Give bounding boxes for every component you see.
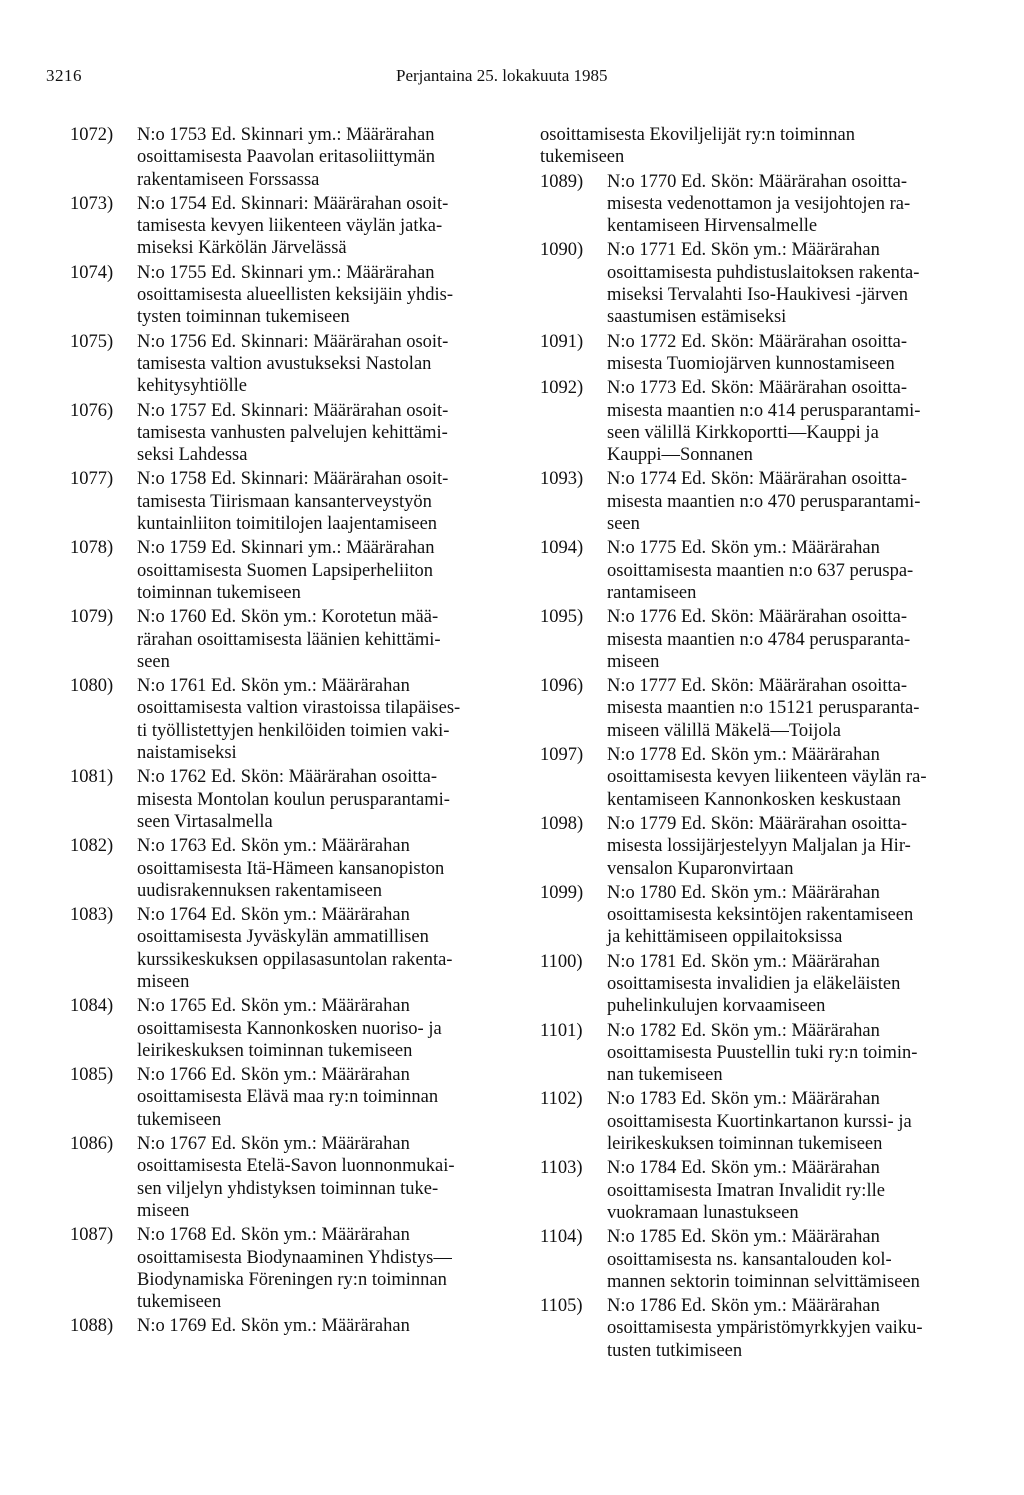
list-item [70,331,516,398]
entry-text: N:o 1760 Ed. Skön ym.: Korotetun mää- rärahan osoittamisesta läänien kehittämi- seen [137,607,441,672]
entry-number: 1090) [540,240,584,261]
list-item [70,766,516,833]
entry-text: N:o 1783 Ed. Skön ym.: Määrärahan osoittamisesta Kuortinkartanon kurssi- ja leirikeskuksen toiminnan tukemiseen [607,1089,912,1155]
list-item [70,468,516,535]
entry-text: N:o 1770 Ed. Skön: Määrärahan osoitta- misesta vedenottamon ja vesijohtojen ra- kentamiseen Hirvensalmelle [607,171,911,237]
page-header [0,66,1024,90]
list-item [70,995,516,1062]
list-item [70,1133,516,1222]
entry-number: 1080) [70,676,114,697]
entry-text: N:o 1767 Ed. Skön ym.: Määrärahan osoittamisesta Etelä-Savon luonnonmukai- sen viljelyn yhdistyksen toiminnan tuke- miseen [137,1134,455,1221]
entry-text: N:o 1781 Ed. Skön ym.: Määrärahan osoittamisesta invalidien ja eläkeläisten puhelinkulujen korvaamiseen [607,951,901,1017]
entry-number: 1104) [540,1227,583,1248]
entry-text: N:o 1765 Ed. Skön ym.: Määrärahan osoittamisesta Kannonkosken nuoriso- ja leirikeskuksen toiminnan tukemiseen [137,996,442,1061]
list-item [540,951,985,1018]
entry-number: 1072) [70,125,114,145]
entry-text: N:o 1759 Ed. Skinnari ym.: Määrärahan osoittamisesta Suomen Lapsiperheliiton toiminnan tukemiseen [137,538,435,603]
entry-number: 1088) [70,1316,114,1337]
entry-text: N:o 1774 Ed. Skön: Määrärahan osoitta- misesta maantien n:o 470 perusparantami- seen [607,469,921,535]
list-item [540,1295,985,1362]
entry-number: 1081) [70,767,114,788]
entry-number: 1089) [540,171,584,192]
list-item [540,171,985,238]
list-item [70,1315,516,1337]
entry-text: N:o 1766 Ed. Skön ym.: Määrärahan osoittamisesta Elävä maa ry:n toiminnan tukemiseen [137,1065,439,1130]
entry-text: N:o 1771 Ed. Skön ym.: Määrärahan osoittamisesta puhdistuslaitoksen rakenta- miseksi Tervalahti Iso-Haukivesi -järven saastumisen estämiseksi [607,240,920,328]
entry-number: 1079) [70,607,114,628]
entry-text: N:o 1777 Ed. Skön: Määrärahan osoitta- misesta maantien n:o 15121 perusparanta- miseen välillä Mäkelä—Toijola [607,676,920,741]
entry-number: 1098) [540,813,584,834]
left-column [70,124,516,1340]
entry-number: 1094) [540,538,584,559]
entry-number: 1091) [540,331,584,352]
entry-number: 1082) [70,836,114,857]
entry-number: 1084) [70,996,114,1017]
entry-number: 1101) [540,1020,583,1041]
entry-number: 1074) [70,262,114,283]
entry-text: N:o 1764 Ed. Skön ym.: Määrärahan osoittamisesta Jyväskylän ammatillisen kurssikeskuksen oppilasasuntolan rakenta- miseen [137,905,453,992]
entry-number: 1097) [540,745,584,766]
list-item [70,606,516,673]
continued-entry [540,124,985,169]
list-item [70,193,516,260]
list-item [540,813,985,880]
list-item [540,675,985,742]
entry-number: 1076) [70,400,114,421]
entry-number: 1102) [540,1089,583,1110]
list-item [70,1064,516,1131]
entry-number: 1105) [540,1296,583,1317]
entry-number: 1103) [540,1158,583,1179]
entry-number: 1099) [540,882,584,903]
right-column [540,124,985,1364]
entry-text: N:o 1757 Ed. Skinnari: Määrärahan osoit- tamisesta vanhusten palvelujen kehittämi- seksi Lahdessa [137,400,449,466]
list-item [540,606,985,673]
entry-text: N:o 1779 Ed. Skön: Määrärahan osoitta- misesta lossijärjestelyyn Maljalan ja Hir- vensalon Kuparonvirtaan [607,813,911,879]
list-item [70,400,516,467]
list-item [540,1157,985,1224]
list-item [540,1088,985,1155]
entry-text: N:o 1784 Ed. Skön ym.: Määrärahan osoittamisesta Imatran Invalidit ry:lle vuokramaan lunastukseen [607,1158,885,1223]
list-item [540,239,985,328]
entry-number: 1085) [70,1065,114,1086]
continued-entry-text: osoittamisesta Ekoviljelijät ry:n toiminnan tukemiseen [540,125,855,168]
entry-text: N:o 1758 Ed. Skinnari: Määrärahan osoit- tamisesta Tiirismaan kansanterveystyön kuntainliiton toimitilojen laajentamiseen [137,469,449,535]
entry-text: N:o 1755 Ed. Skinnari ym.: Määrärahan osoittamisesta alueellisten keksijäin yhdis- tysten toiminnan tukemiseen [137,262,453,328]
entry-text: N:o 1768 Ed. Skön ym.: Määrärahan osoittamisesta Biodynaaminen Yhdistys— Biodynamiska Föreningen ry:n toiminnan tukemiseen [137,1225,452,1313]
entry-number: 1092) [540,378,584,399]
entry-text: N:o 1772 Ed. Skön: Määrärahan osoitta- misesta Tuomiojärven kunnostamiseen [607,331,908,374]
entry-number: 1083) [70,905,114,926]
entry-number: 1075) [70,331,114,352]
entry-text: N:o 1782 Ed. Skön ym.: Määrärahan osoittamisesta Puustellin tuki ry:n toimin- nan tukemiseen [607,1020,918,1086]
entry-text: N:o 1769 Ed. Skön ym.: Määrärahan [137,1316,410,1337]
entry-number: 1095) [540,607,584,628]
list-item [70,1224,516,1313]
entry-text: N:o 1754 Ed. Skinnari: Määrärahan osoit- tamisesta kevyen liikenteen väylän jatka- miseksi Kärkölän Järvelässä [137,193,449,259]
entry-number: 1078) [70,538,114,559]
page-number: 3216 [46,66,82,85]
list-item [540,1226,985,1293]
entry-text: N:o 1763 Ed. Skön ym.: Määrärahan osoittamisesta Itä-Hämeen kansanopiston uudisrakennuksen rakentamiseen [137,836,445,901]
list-item [70,124,516,191]
entry-text: N:o 1756 Ed. Skinnari: Määrärahan osoit- tamisesta valtion avustukseksi Nastolan kehitysyhtiölle [137,331,449,397]
list-item [70,537,516,604]
list-item [540,331,985,376]
entry-text: N:o 1785 Ed. Skön ym.: Määrärahan osoittamisesta ns. kansantalouden kol- mannen sektorin toiminnan selvittämiseen [607,1227,920,1292]
entry-text: N:o 1762 Ed. Skön: Määrärahan osoitta- misesta Montolan koulun perusparantami- seen Virtasalmella [137,767,450,832]
entry-text: N:o 1753 Ed. Skinnari ym.: Määrärahan osoittamisesta Paavolan eritasoliittymän rakentamiseen Forssassa [137,125,435,190]
list-item [70,262,516,329]
entry-number: 1096) [540,676,584,697]
list-item [540,377,985,466]
entry-number: 1086) [70,1134,114,1155]
entry-text: N:o 1773 Ed. Skön: Määrärahan osoitta- misesta maantien n:o 414 perusparantami- seen välillä Kirkkoportti—Kauppi ja Kauppi—Sonnanen [607,378,921,466]
running-head: Perjantaina 25. lokakuuta 1985 [396,66,608,85]
entry-number: 1087) [70,1225,114,1246]
list-item [70,835,516,902]
list-item [540,882,985,949]
entry-text: N:o 1775 Ed. Skön ym.: Määrärahan osoittamisesta maantien n:o 637 peruspa- rantamiseen [607,538,914,603]
list-item [540,537,985,604]
entry-number: 1073) [70,193,114,214]
list-item [70,904,516,993]
list-item [540,744,985,811]
entry-text: N:o 1786 Ed. Skön ym.: Määrärahan osoittamisesta ympäristömyrkkyjen vaiku- tusten tutkimiseen [607,1296,923,1361]
list-item [70,675,516,764]
entry-text: N:o 1780 Ed. Skön ym.: Määrärahan osoittamisesta keksintöjen rakentamiseen ja kehittämiseen oppilaitoksissa [607,882,914,948]
entry-number: 1077) [70,469,114,490]
entry-text: N:o 1776 Ed. Skön: Määrärahan osoitta- misesta maantien n:o 4784 perusparanta- miseen [607,607,911,672]
list-item [540,468,985,535]
entry-number: 1100) [540,951,583,972]
entry-number: 1093) [540,469,584,490]
entry-text: N:o 1778 Ed. Skön ym.: Määrärahan osoittamisesta kevyen liikenteen väylän ra- kentamiseen Kannonkosken keskustaan [607,745,927,810]
list-item [540,1020,985,1087]
entry-text: N:o 1761 Ed. Skön ym.: Määrärahan osoittamisesta valtion virastoissa tilapäises- ti työllistettyjen henkilöiden toimien vaki- naistamiseksi [137,676,461,764]
